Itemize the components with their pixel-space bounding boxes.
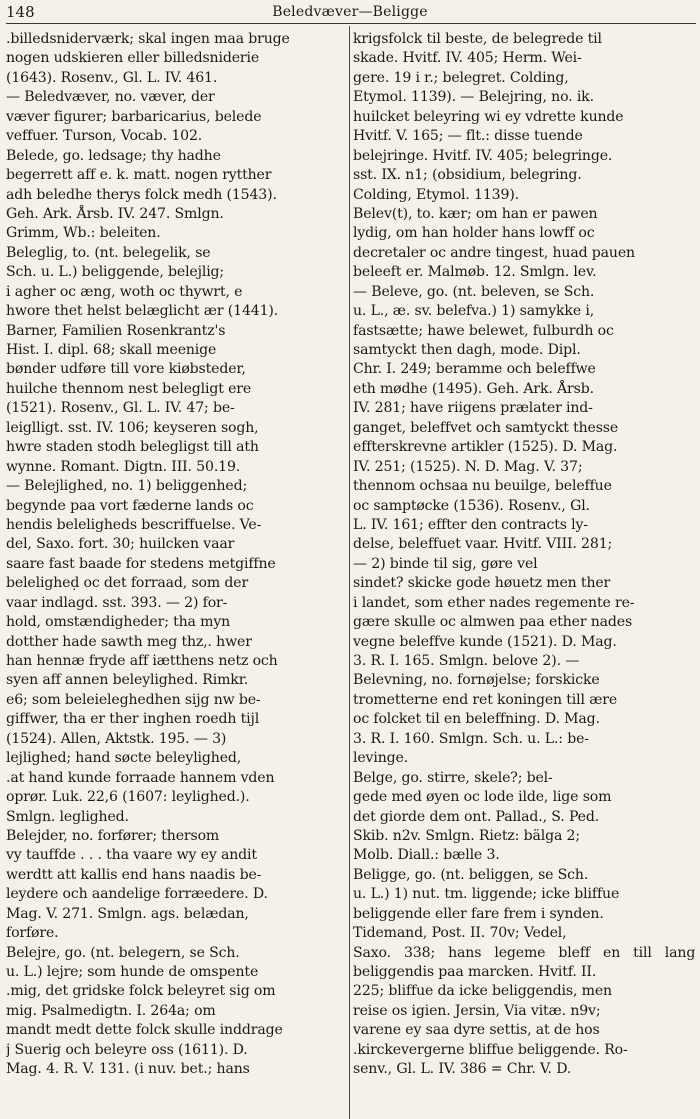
text-line: effterskrevne artikler (1525). D. Mag.	[353, 439, 618, 456]
text-line: sindet? skicke gode høuetz men ther	[353, 575, 611, 592]
text-line: .billedsniderværk; skal ingen maa bruge	[6, 31, 290, 47]
text-line: huilcket beleyring wi ey vdrette kunde	[353, 108, 624, 125]
text-line: Tidemand, Post. II. 70v; Vedel,	[353, 925, 567, 942]
text-line: (1521). Rosenv., Gl. L. IV. 47; be-	[6, 400, 235, 417]
text-line: 3. R. I. 165. Smlgn. belove 2). —	[353, 653, 580, 669]
text-line: syen aff annen beleylighed. Rimkr.	[6, 672, 249, 689]
text-line: j Suerig och beleyre oss (1611). D.	[6, 1041, 248, 1058]
text-line: belejringe. Hvitf. IV. 405; belegringe.	[353, 147, 613, 164]
text-line: Beleglig, to. (nt. belegelik, se	[6, 244, 211, 261]
text-line: delse, beleffuet vaar. Hvitf. VIII. 281;	[353, 536, 613, 553]
text-line: beleeft er. Malmøb. 12. Smlgn. lev.	[353, 264, 597, 281]
text-line: thennom ochsaa nu beuilge, beleffue	[353, 478, 612, 495]
text-line: lydig, om han holder hans lowff oc	[353, 225, 595, 242]
running-head: Beledvæver—Beligge	[272, 4, 428, 20]
text-line: Belev(t), to. kær; om han er pawen	[353, 205, 598, 222]
text-line: 3. R. I. 160. Smlgn. Sch. u. L.: be-	[353, 730, 589, 747]
text-line: — 2) binde til sig, gøre vel	[353, 555, 538, 572]
text-line: beliggende eller fare frem i synden.	[353, 905, 604, 922]
text-line: varene ey saa dyre settis, at de hos	[353, 1022, 600, 1039]
text-line: lejlighed; hand søcte beleylighed,	[6, 750, 242, 767]
text-line: ganget, beleffvet och samtyckt thesse	[353, 419, 619, 436]
text-line: decretaler oc andre tingest, huad pauen	[353, 244, 635, 261]
text-line: Molb. Diall.: bælle 3.	[353, 847, 500, 864]
text-line: — Beledvæver, no. væver, der	[6, 89, 215, 106]
text-line: veffuer. Turson, Vocab. 102.	[6, 128, 203, 145]
text-line: Etymol. 1139). — Belejring, no. ik.	[353, 89, 594, 106]
text-line: Belge, go. stirre, skele?; bel-	[353, 769, 553, 786]
text-line: — Beleve, go. (nt. beleven, se Sch.	[353, 283, 595, 300]
text-line: u. L., æ. sv. belefva.) 1) samykke i,	[353, 303, 595, 320]
text-line: krigsfolck til beste, de belegrede til	[353, 31, 602, 47]
text-line: oc folcket til en beleffning. D. Mag.	[353, 711, 600, 728]
text-line: Grimm, Wb.: beleiten.	[6, 225, 161, 242]
text-line: gede med øyen oc lode ilde, lige som	[353, 789, 612, 806]
text-line: reise os igien. Jersin, Via vitæ. n9v;	[353, 1002, 601, 1019]
text-line: nogen udskieren eller billedsniderie	[6, 50, 260, 67]
text-line: samtyckt then dagh, mode. Dipl.	[353, 342, 581, 358]
text-line: Colding, Etymol. 1139).	[353, 186, 519, 203]
text-line: IV. 281; have riigens prælater ind-	[353, 400, 593, 417]
text-line: Belejder, no. forfører; thersom	[6, 827, 220, 844]
text-line: dotther hade sawth meg thz,. hwer	[6, 633, 252, 650]
text-line: giffwer, tha er ther inghen roedh tijl	[6, 711, 260, 728]
text-line: L. IV. 161; effter den contracts ly-	[353, 516, 588, 533]
text-line: senv., Gl. L. IV. 386 = Chr. V. D.	[353, 1061, 572, 1078]
text-line: i agher oc æng, woth oc thywrt, e	[6, 283, 243, 300]
text-line: væver figurer; barbaricarius, belede	[6, 108, 262, 125]
text-line: Saxo. 338; hans legeme bleff en till lang	[353, 944, 696, 961]
page-number: 148	[6, 3, 35, 21]
text-line: .at hand kunde forraade hannem vden	[6, 769, 275, 786]
text-line: Belevning, no. fornøjelse; forskicke	[353, 672, 600, 689]
text-line: hendis beleligheds bescriffuelse. Ve-	[6, 516, 262, 533]
text-line: eth mødhe (1495). Geh. Ark. Årsb.	[353, 380, 594, 397]
text-line: begynde paa vort fæderne lands oc	[6, 497, 254, 514]
text-line: Mag. V. 271. Smlgn. ags. belædan,	[6, 905, 249, 922]
text-line: leiglligt. sst. IV. 106; keyseren sogh,	[6, 419, 259, 436]
text-line: Sch. u. L.) beliggende, belejlig;	[6, 264, 225, 281]
text-line: vaar indlagd. sst. 393. — 2) for-	[6, 594, 228, 611]
text-line: .kirckevergerne bliffue beliggende. Ro-	[353, 1041, 628, 1058]
text-line: Beligge, go. (nt. beliggen, se Sch.	[353, 866, 589, 883]
text-line: del, Saxo. fort. 30; huilcken vaar	[6, 536, 235, 553]
text-line: — Belejlighed, no. 1) beliggenhed;	[6, 478, 248, 495]
text-line: .mig, det gridske folck beleyret sig om	[6, 983, 276, 1000]
text-line: (1524). Allen, Aktstk. 195. — 3)	[6, 730, 227, 747]
text-line: Belede, go. ledsage; thy hadhe	[6, 147, 221, 164]
text-line: Skib. n2v. Smlgn. Rietz: bälga 2;	[353, 827, 580, 844]
text-line: sst. IX. n1; (obsidium, belegring.	[353, 167, 582, 184]
text-line: Chr. I. 249; beramme och beleffwe	[353, 361, 596, 378]
header-rule	[6, 23, 696, 24]
text-line: IV. 251; (1525). N. D. Mag. V. 37;	[353, 458, 583, 475]
text-line: gere. 19 i r.; belegret. Colding,	[353, 69, 569, 86]
text-line: gære skulle oc almwen paa ether nades	[353, 614, 633, 631]
text-line: oprør. Luk. 22,6 (1607: leylighed.).	[6, 789, 250, 806]
text-line: Hist. I. dipl. 68; skall meenige	[6, 342, 217, 358]
text-line: beleligheḍ oc det forraad, som der	[6, 575, 249, 592]
text-line: u. L.) lejre; som hunde de omspente	[6, 964, 259, 980]
text-line: werdtt att kallis end hans naadis be-	[6, 866, 262, 883]
text-line: Hvitf. V. 165; — flt.: disse tuende	[353, 128, 583, 145]
text-line: hwre staden stodh belegligst till ath	[6, 439, 259, 456]
text-line: vegne beleffve kunde (1521). D. Mag.	[353, 633, 617, 650]
text-line: u. L.) 1) nut. tm. liggende; icke bliffue	[353, 886, 620, 903]
text-line: trometterne end ret koningen till ære	[353, 691, 618, 708]
text-line: Barner, Familien Rosenkrantz's	[6, 322, 226, 339]
text-line: mig. Psalmedigtn. I. 264a; om	[6, 1002, 216, 1019]
text-line: adh beledhe therys folck medh (1543).	[6, 186, 277, 203]
text-line: Smlgn. leglighed.	[6, 808, 129, 825]
text-line: (1643). Rosenv., Gl. L. IV. 461.	[6, 69, 218, 86]
text-line: forføre.	[6, 925, 59, 942]
text-line: beliggendis paa marcken. Hvitf. II.	[353, 964, 597, 980]
text-line: skade. Hvitf. IV. 405; Herm. Wei-	[353, 50, 582, 67]
text-line: hwore thet helst belæglicht ær (1441).	[6, 303, 279, 320]
text-line: 225; bliffue da icke beliggendis, men	[353, 983, 612, 1000]
text-line: e6; som beleieleghedhen sijg nw be-	[6, 691, 261, 708]
left-column	[6, 30, 350, 1080]
text-line: oc samptøcke (1536). Rosenv., Gl.	[353, 497, 590, 514]
text-line: mandt medt dette folck skulle inddrage	[6, 1022, 283, 1039]
text-line: saare fast baade for stedens metgiffne	[6, 555, 276, 572]
text-line: hold, omstændigheder; tha myn	[6, 614, 231, 631]
text-line: leydere och aandelige forræedere. D.	[6, 886, 268, 903]
text-line: Geh. Ark. Årsb. IV. 247. Smlgn.	[6, 205, 224, 222]
text-line: vy tauffde . . . tha vaare wy ey andit	[6, 847, 257, 864]
text-line: han hennæ fryde aff iætthens netz och	[6, 653, 278, 669]
text-line: Mag. 4. R. V. 131. (i nuv. bet.; hans	[6, 1061, 250, 1078]
text-line: bønder udføre till vore kiøbsteder,	[6, 361, 246, 378]
text-line: fastsætte; hawe belewet, fulburdh oc	[353, 322, 614, 339]
page-header	[0, 0, 700, 26]
text-line: levinge.	[353, 750, 409, 767]
text-line: Belejre, go. (nt. belegern, se Sch.	[6, 944, 240, 961]
text-line: det giorde dem ont. Pallad., S. Ped.	[353, 808, 600, 825]
text-line: huilche thennom nest belegligt ere	[6, 380, 252, 397]
text-line: begerrett aff e. k. matt. nogen rytther	[6, 167, 272, 184]
right-column	[353, 30, 697, 1080]
text-line: i landet, som ether nades regemente re-	[353, 594, 635, 611]
text-line: wynne. Romant. Digtn. III. 50.19.	[6, 458, 241, 475]
